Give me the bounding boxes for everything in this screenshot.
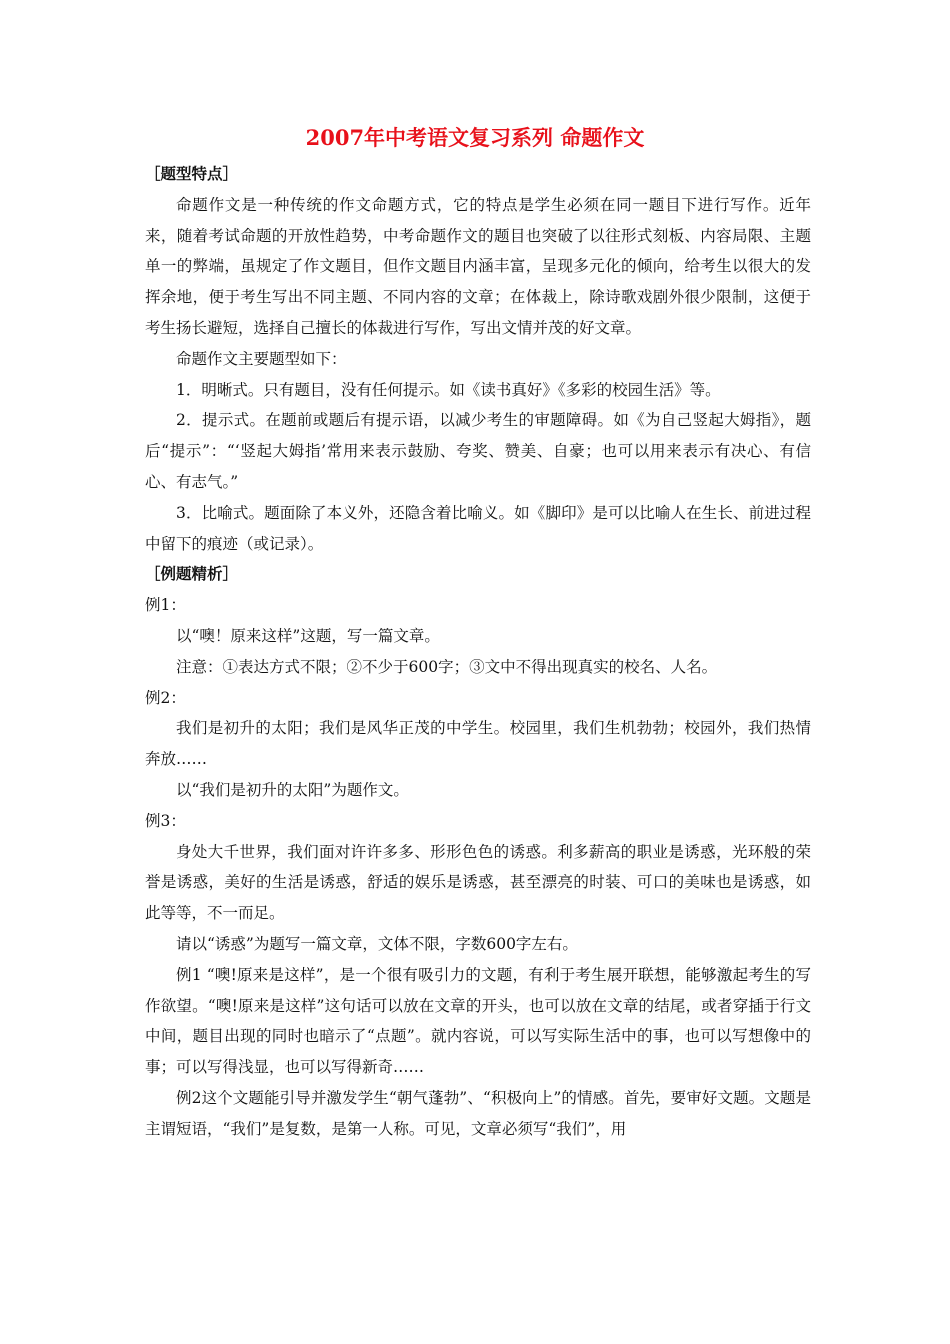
document-body: [145, 159, 811, 1145]
paragraph-example-2-material: 我们是初升的太阳；我们是风华正茂的中学生。校园里，我们生机勃勃；校园外，我们热情奔放……: [145, 719, 811, 769]
section-heading-features: ［题型特点］: [145, 164, 239, 183]
paragraph-analysis-1: 例1 “噢!原来是这样”，是一个很有吸引力的文题，有利于考生展开联想，能够激起考生的写作欲望。“噢!原来是这样”这句话可以放在文章的开头，也可以放在文章的结尾，或者穿插于行文中间，题目出现的同时也暗示了“点题”。就内容说，可以写实际生活中的事，也可以写想像中的事；可以写得浅显，也可以写得新奇……: [145, 965, 811, 1077]
paragraph-types-intro: 命题作文主要题型如下：: [176, 349, 347, 368]
example-label-3: 例3：: [145, 811, 186, 830]
example-label-2: 例2：: [145, 688, 186, 707]
paragraph-type-1: 1．明晰式。只有题目，没有任何提示。如《读书真好》《多彩的校园生活》等。: [176, 380, 721, 399]
section-heading-examples: ［例题精析］: [145, 564, 239, 584]
paragraph-example-3-prompt: 请以“诱惑”为题写一篇文章，文体不限，字数600字左右。: [176, 934, 578, 953]
paragraph-example-1-prompt: 以“噢！原来这样”这题，写一篇文章。: [176, 626, 440, 645]
paragraph-example-3-material: 身处大千世界，我们面对许许多多、形形色色的诱惑。利多薪高的职业是诱惑，光环般的荣誉是诱惑，美好的生活是诱惑，舒适的娱乐是诱惑，甚至漂亮的时装、可口的美味也是诱惑，如此等等，不一而足。: [145, 842, 811, 923]
paragraph-type-3: 3．比喻式。题面除了本义外，还隐含着比喻义。如《脚印》是可以比喻人在生长、前进过程中留下的痕迹（或记录）。: [145, 503, 811, 553]
paragraph-type-2: 2．提示式。在题前或题后有提示语，以减少考生的审题障碍。如《为自己竖起大姆指》，题后“提示”：“‘竖起大姆指’常用来表示鼓励、夸奖、赞美、自豪；也可以用来表示有决心、有信心、有志气。”: [145, 411, 811, 491]
paragraph-analysis-2: 例2这个文题能引导并激发学生“朝气蓬勃”、“积极向上”的情感。首先，要审好文题。文题是主谓短语，“我们”是复数，是第一人称。可见，文章必须写“我们”，用: [145, 1088, 811, 1138]
paragraph-example-2-prompt: 以“我们是初升的太阳”为题作文。: [176, 780, 409, 799]
document-title: 2007年中考语文复习系列 命题作文: [305, 125, 645, 150]
paragraph-example-1-note: 注意：①表达方式不限；②不少于600字；③文中不得出现真实的校名、人名。: [176, 657, 718, 676]
example-label-1: 例1：: [145, 596, 186, 615]
paragraph-intro: 命题作文是一种传统的作文命题方式，它的特点是学生必须在同一题目下进行写作。近年来，随着考试命题的开放性趋势，中考命题作文的题目也突破了以往形式刻板、内容局限、主题单一的弊端，虽规定了作文题目，但作文题目内涵丰富，呈现多元化的倾向，给考生以很大的发挥余地，便于考生写出不同主题、不同内容的文章；在体裁上，除诗歌戏剧外很少限制，这便于考生扬长避短，选择自己擅长的体裁进行写作，写出文情并茂的好文章。: [145, 195, 811, 337]
